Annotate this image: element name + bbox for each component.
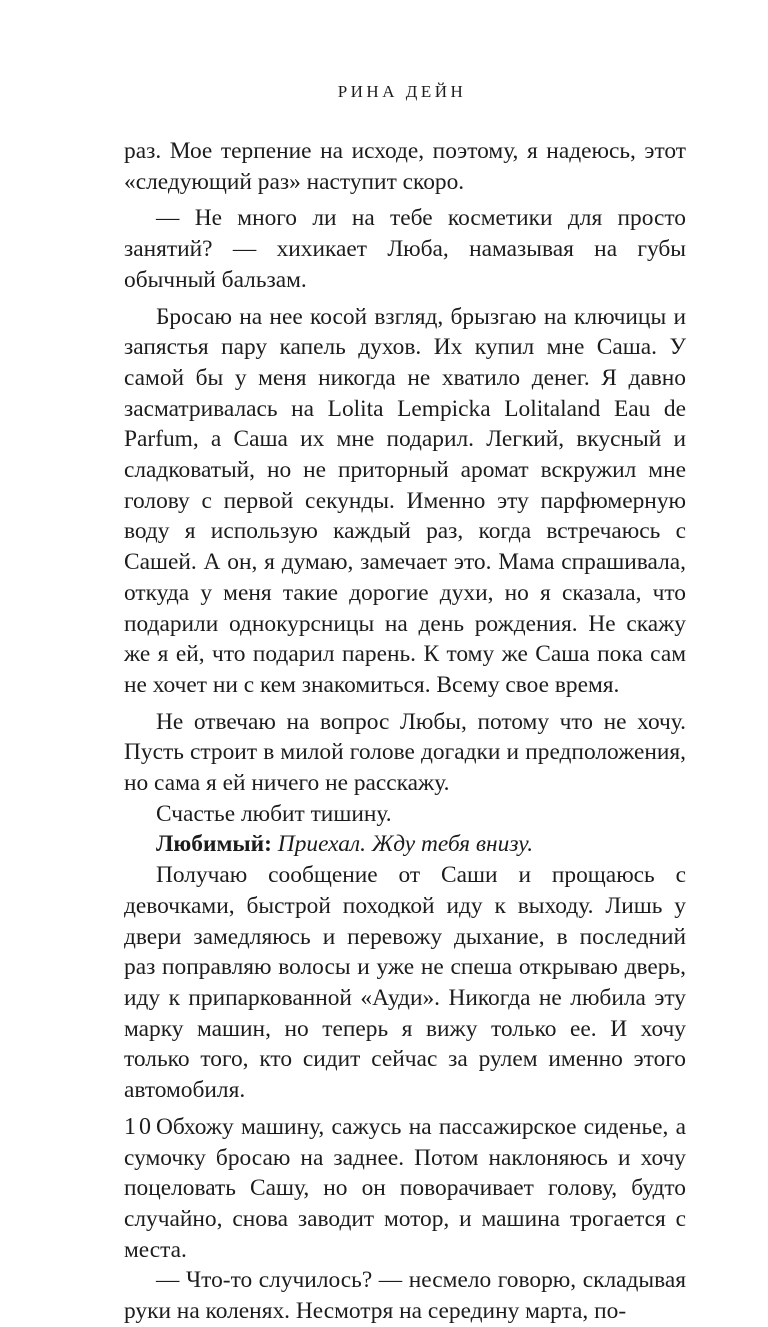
paragraph: Получаю сообщение от Саши и прощаюсь с девочками, быстрой походкой иду к выходу. Лишь у двери замедляюсь и перевожу дыхание, в последний раз поправляю волосы и уже не спеша открываю дверь, иду к припаркованной «Ауди». Никогда не любила эту марку машин, но теперь я вижу только ее. И хочу только того, кто сидит сейчас за рулем именно этого автомобиля. xyxy=(124,862,686,1104)
page-number: 10 xyxy=(124,1114,154,1140)
paragraph: раз. Мое терпение на исходе, поэтому, я надеюсь, этот «следующий раз» наступит скоро. xyxy=(124,138,686,195)
paragraph: Бросаю на нее косой взгляд, брызгаю на ключицы и запястья пару капель духов. Их купил мне Саша. У самой бы у меня никогда не хватило денег. Я давно засматривалась на Lolita Lempicka Lolitaland Eau de Parfum, а Саша их мне подарил. Легкий, вкусный и сладковатый, но не приторный аромат вскружил мне голову с первой секунды. Именно эту парфюмерную воду я использую каждый раз, когда встречаюсь с Сашей. А он, я думаю, замечает это. Мама спрашивала, откуда у меня такие дорогие духи, но я сказала, что подарили однокурсницы на день рождения. Не скажу же я ей, что подарил парень. К тому же Саша пока сам не хочет ни с кем знакомиться. Всему свое время. xyxy=(124,303,686,698)
paragraph: Не отвечаю на вопрос Любы, потому что не хочу. Пусть строит в милой голове догадки и предположения, но сама я ей ничего не расскажу. xyxy=(124,708,686,797)
chat-message-line xyxy=(124,829,686,860)
message-sender: Любимый: xyxy=(156,831,272,858)
paragraph: Счастье любит тишину. xyxy=(156,800,392,827)
running-head: РИНА ДЕЙН xyxy=(337,82,467,101)
body-text xyxy=(124,136,686,1327)
paragraph: — Что-то случилось? — несмело говорю, складывая руки на коленях. Несмотря на середину марта, по- xyxy=(124,1267,686,1325)
paragraph: — Не много ли на тебе косметики для просто занятий? — хихикает Люба, намазывая на губы обычный бальзам. xyxy=(124,205,686,293)
paragraph: Обхожу машину, сажусь на пассажирское сиденье, а сумочку бросаю на заднее. Потом наклоняюсь и хочу поцеловать Сашу, но он поворачивает голову, будто случайно, снова заводит мотор, и машина трогается с места. xyxy=(124,1113,686,1263)
message-text: Приехал. Жду тебя внизу. xyxy=(277,831,534,858)
